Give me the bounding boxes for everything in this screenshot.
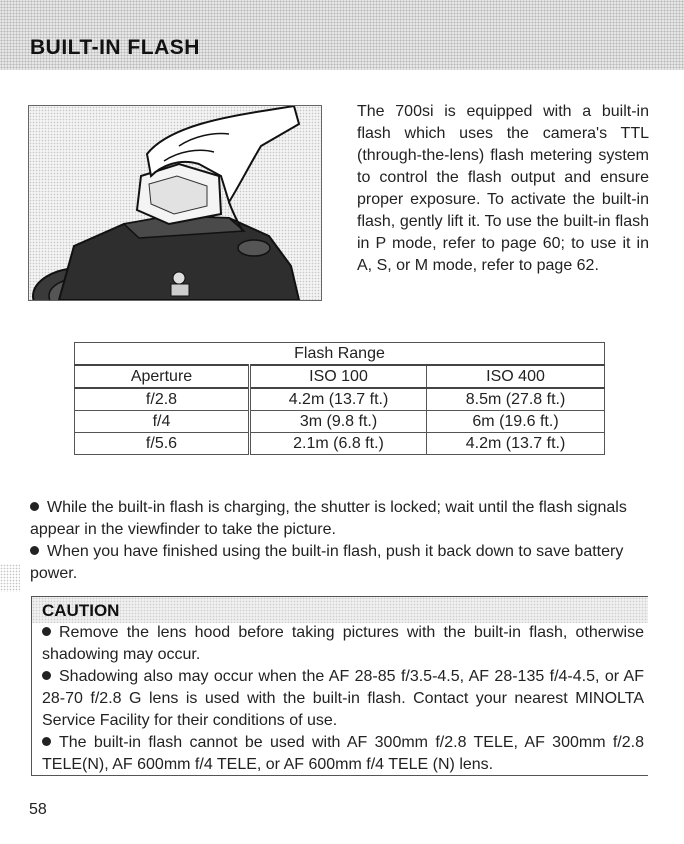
table-title: Flash Range: [75, 343, 605, 366]
bullet-icon: [42, 671, 51, 680]
notes-list: [30, 497, 654, 585]
table-row: [75, 433, 605, 455]
bullet-icon: [30, 502, 39, 511]
table-cell: 6m (19.6 ft.): [427, 411, 605, 433]
caution-body: [42, 622, 644, 776]
page-title: BUILT-IN FLASH: [30, 36, 200, 59]
bullet-icon: [42, 737, 51, 746]
table-row: [75, 411, 605, 433]
caution-header: [32, 597, 648, 623]
table-cell: 8.5m (27.8 ft.): [427, 388, 605, 411]
flash-illustration: [28, 105, 322, 301]
table-cell: 4.2m (13.7 ft.): [250, 388, 427, 411]
caution-item: [42, 622, 644, 666]
bullet-icon: [42, 627, 51, 636]
caution-item: [42, 732, 644, 776]
caution-title: CAUTION: [42, 601, 120, 620]
note-text: While the built-in flash is charging, the shutter is locked; wait until the flash signals appear in the viewfinder to take the picture.: [30, 499, 627, 538]
note-item: [30, 541, 654, 585]
table-cell: 4.2m (13.7 ft.): [427, 433, 605, 455]
section-header: [0, 0, 684, 70]
table-row: [75, 388, 605, 411]
camera-flash-hand-icon: [29, 106, 321, 300]
caution-text: Shadowing also may occur when the AF 28-85 f/3.5-4.5, AF 28-135 f/4-4.5, or AF 28-70 f/2.8 G lens is used with the built-in flash. Contact your nearest MINOLTA Service Facility for their conditions of use.: [42, 668, 644, 729]
caution-box: [31, 596, 648, 776]
table-cell: f/2.8: [75, 388, 250, 411]
column-header: Aperture: [75, 365, 250, 388]
caution-text: The built-in flash cannot be used with AF 300mm f/2.8 TELE, AF 300mm f/2.8 TELE(N), AF 600mm f/4 TELE, or AF 600mm f/4 TELE (N) lens.: [42, 734, 644, 773]
note-text: When you have finished using the built-in flash, push it back down to save battery power.: [30, 543, 624, 582]
column-header: ISO 400: [427, 365, 605, 388]
margin-shading: [0, 564, 20, 592]
caution-text: Remove the lens hood before taking pictures with the built-in flash, otherwise shadowing may occur.: [42, 624, 644, 663]
column-header: ISO 100: [250, 365, 427, 388]
table-cell: f/5.6: [75, 433, 250, 455]
caution-item: [42, 666, 644, 732]
table-cell: f/4: [75, 411, 250, 433]
table-cell: 3m (9.8 ft.): [250, 411, 427, 433]
page-number: 58: [29, 801, 47, 818]
note-item: [30, 497, 654, 541]
flash-range-table: [74, 342, 605, 455]
table-cell: 2.1m (6.8 ft.): [250, 433, 427, 455]
bullet-icon: [30, 546, 39, 555]
intro-paragraph: The 700si is equipped with a built-in flash which uses the camera's TTL (through-the-lens) flash metering system to control the flash output and ensure proper exposure. To activate the built-in flash, gently lift it. To use the built-in flash in P mode, refer to page 60; to use it in A, S, or M mode, refer to page 62.: [357, 103, 649, 274]
